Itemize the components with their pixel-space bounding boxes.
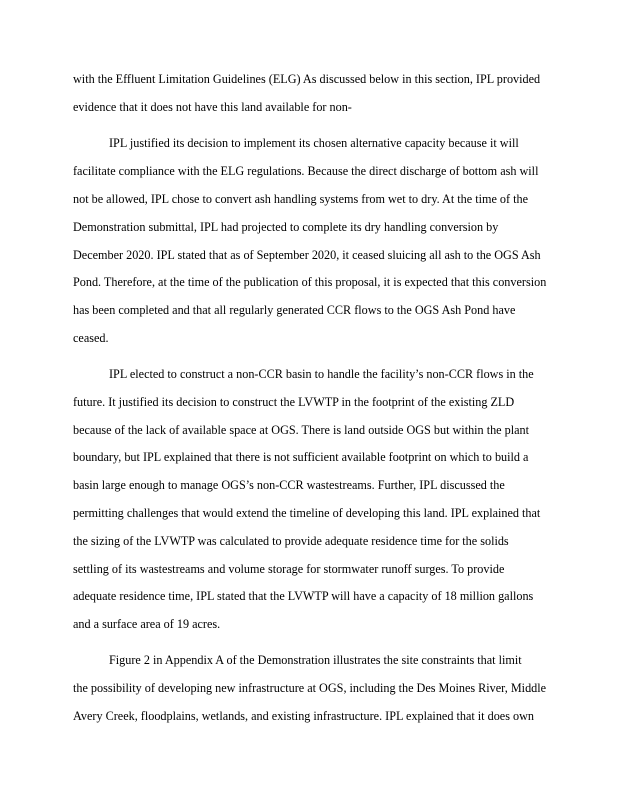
paragraph-1-line-1: with the Effluent Limitation Guidelines (ELG) As discussed below in this section, IPL provided bbox=[73, 72, 541, 86]
paragraph-3-line-5: basin large enough to manage OGS’s non-CCR wastestreams. Further, IPL discussed the bbox=[73, 478, 505, 492]
paragraph-2-line-5: December 2020. IPL stated that as of September 2020, it ceased sluicing all ash to the OGS Ash bbox=[73, 248, 541, 262]
paragraph-2-line-6: Pond. Therefore, at the time of the publication of this proposal, it is expected that this conversion bbox=[73, 275, 547, 289]
paragraph-3-line-6: permitting challenges that would extend the timeline of developing this land. IPL explained that bbox=[73, 506, 541, 520]
paragraph-2-line-2: facilitate compliance with the ELG regulations. Because the direct discharge of bottom ash will bbox=[73, 164, 539, 178]
paragraph-3-line-9: adequate residence time, IPL stated that the LVWTP will have a capacity of 18 million gallons bbox=[73, 589, 534, 603]
paragraph-3-line-3: because of the lack of available space at OGS. There is land outside OGS but within the plant bbox=[73, 423, 530, 437]
paragraph-4-line-1: Figure 2 in Appendix A of the Demonstration illustrates the site constraints that limit bbox=[109, 653, 522, 667]
paragraph-2-line-4: Demonstration submittal, IPL had projected to complete its dry handling conversion by bbox=[73, 220, 499, 234]
paragraph-1-line-2: evidence that it does not have this land available for non- bbox=[73, 100, 352, 114]
paragraph-3-line-7: the sizing of the LVWTP was calculated to provide adequate residence time for the solids bbox=[73, 534, 509, 548]
paragraph-2-line-1: IPL justified its decision to implement its chosen alternative capacity because it will bbox=[109, 136, 519, 150]
paragraph-2-line-7: has been completed and that all regularly generated CCR flows to the OGS Ash Pond have bbox=[73, 303, 516, 317]
paragraph-4-line-2: the possibility of developing new infrastructure at OGS, including the Des Moines River, Middle bbox=[73, 681, 547, 695]
paragraph-4-line-3: Avery Creek, floodplains, wetlands, and existing infrastructure. IPL explained that it does own bbox=[73, 709, 534, 723]
paragraph-2-line-3: not be allowed, IPL chose to convert ash handling systems from wet to dry. At the time of the bbox=[73, 192, 529, 206]
paragraph-3-line-8: settling of its wastestreams and volume storage for stormwater runoff surges. To provide bbox=[73, 562, 505, 576]
paragraph-3-line-1: IPL elected to construct a non-CCR basin to handle the facility’s non-CCR flows in the bbox=[109, 367, 534, 381]
paragraph-3-line-4: boundary, but IPL explained that there is not sufficient available footprint on which to build a bbox=[73, 450, 529, 464]
paragraph-2-line-8: ceased. bbox=[73, 331, 109, 345]
paragraph-3-line-10: and a surface area of 19 acres. bbox=[73, 617, 221, 631]
paragraph-3-line-2: future. It justified its decision to construct the LVWTP in the footprint of the existing ZLD bbox=[73, 395, 515, 409]
